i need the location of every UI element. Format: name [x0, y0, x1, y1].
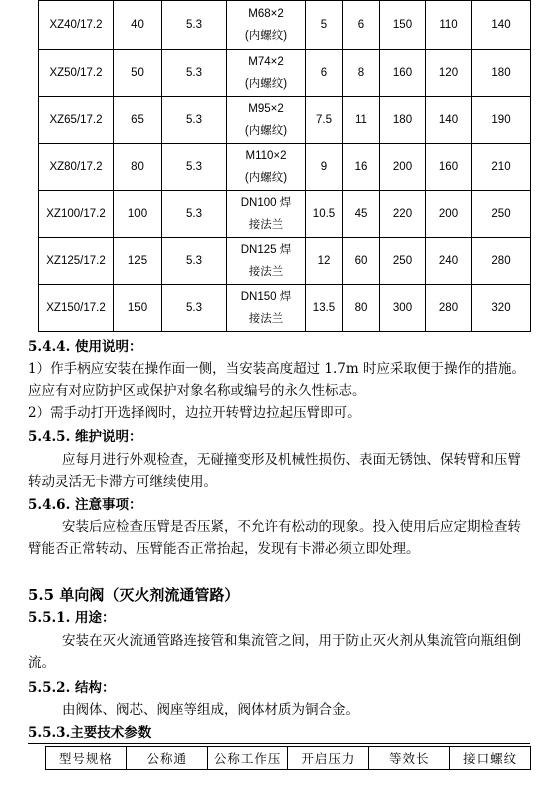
spec-cell-model: XZ125/17.2 [39, 238, 114, 285]
param-header-model: 型号规格 [46, 747, 127, 770]
section-5-4-4-item-1: 1）作手柄应安装在操作面一侧，当安装高度超过 1.7m 时应采取便于操作的措施。应应有对应防护区或保护对象名称或编号的永久性标志。 [28, 361, 525, 399]
spec-cell-connection-line-2: 接法兰 [248, 313, 284, 325]
spec-cell-connection-line-2: (内螺纹) [244, 30, 288, 42]
spec-cell-col-8: 280 [426, 285, 472, 332]
spec-cell-nominal-diameter: 40 [114, 1, 162, 50]
spec-cell-connection-line-1: DN150 焊 [240, 291, 292, 303]
param-header-thread: 接口螺纹 [450, 747, 531, 770]
spec-cell-nominal-diameter: 65 [114, 97, 162, 144]
spec-cell-col-6: 60 [343, 238, 380, 285]
spec-cell-connection [227, 144, 306, 191]
spec-cell-connection-line-1: M74×2 [248, 56, 284, 68]
spec-cell-model: XZ80/17.2 [39, 144, 114, 191]
spec-cell-connection [227, 285, 306, 332]
spec-cell-pressure: 5.3 [162, 50, 227, 97]
spec-cell-col-6: 11 [343, 97, 380, 144]
spec-cell-col-5: 9 [306, 144, 343, 191]
param-table-header-row [46, 747, 531, 770]
spec-cell-col-6: 16 [343, 144, 380, 191]
spec-cell-col-7: 220 [380, 191, 426, 238]
spec-cell-col-5: 13.5 [306, 285, 343, 332]
section-5-4-5-body: 应每月进行外观检查，无碰撞变形及机械性损伤、表面无锈蚀、保转臂和压臂转动灵活无卡滞方可继续使用。 [28, 452, 521, 490]
spec-cell-col-8: 110 [426, 1, 472, 50]
spec-cell-col-8: 120 [426, 50, 472, 97]
spec-cell-col-7: 300 [380, 285, 426, 332]
param-header-working-pressure: 公称工作压 [207, 747, 288, 770]
spec-cell-connection-line-1: DN100 焊 [240, 197, 292, 209]
spec-cell-model: XZ40/17.2 [39, 1, 114, 50]
param-header-equivalent-length: 等效长 [369, 747, 450, 770]
spec-cell-pressure: 5.3 [162, 285, 227, 332]
spec-cell-col-7: 250 [380, 238, 426, 285]
spec-cell-nominal-diameter: 50 [114, 50, 162, 97]
spec-cell-col-5: 5 [306, 1, 343, 50]
spec-cell-col-9: 140 [472, 1, 531, 50]
spec-cell-pressure: 5.3 [162, 191, 227, 238]
spec-cell-col-7: 150 [380, 1, 426, 50]
spec-cell-col-7: 180 [380, 97, 426, 144]
spec-cell-col-9: 320 [472, 285, 531, 332]
spec-cell-col-8: 140 [426, 97, 472, 144]
spec-cell-col-8: 160 [426, 144, 472, 191]
spec-cell-nominal-diameter: 80 [114, 144, 162, 191]
section-5-5-heading: 5.5 单向阀（灭火剂流通管路） [28, 586, 240, 604]
spec-cell-col-9: 250 [472, 191, 531, 238]
spec-cell-col-6: 45 [343, 191, 380, 238]
spec-cell-col-6: 8 [343, 50, 380, 97]
spec-cell-pressure: 5.3 [162, 1, 227, 50]
spec-cell-col-9: 180 [472, 50, 531, 97]
spec-table-row [39, 97, 531, 144]
spec-cell-connection-line-2: 接法兰 [248, 219, 284, 231]
spec-cell-col-6: 6 [343, 1, 380, 50]
section-5-5-1-body: 安装在灭火流通管路连接管和集流管之间，用于防止灭火剂从集流管向瓶组倒流。 [28, 633, 521, 671]
spec-cell-connection [227, 1, 306, 50]
param-table [45, 746, 531, 770]
spec-cell-connection-line-1: M68×2 [248, 8, 284, 20]
spec-cell-nominal-diameter: 125 [114, 238, 162, 285]
spec-cell-col-5: 7.5 [306, 97, 343, 144]
spec-cell-model: XZ150/17.2 [39, 285, 114, 332]
spec-table [38, 0, 531, 332]
section-5-5-1-heading: 5.5.1. 用途： [28, 610, 116, 626]
spec-cell-connection [227, 191, 306, 238]
spec-table-row [39, 1, 531, 50]
spec-cell-connection-line-2: (内螺纹) [244, 172, 288, 184]
section-divider [28, 743, 530, 744]
section-5-4-6-body: 安装后应检查压臂是否压紧，不允许有松动的现象。投入使用后应定期检查转臂能否正常转动、压臂能否正常抬起，发现有卡滞必须立即处理。 [28, 519, 521, 557]
spec-cell-pressure: 5.3 [162, 97, 227, 144]
spec-cell-connection [227, 97, 306, 144]
spec-cell-connection-line-2: (内螺纹) [244, 125, 288, 137]
section-5-4-4-item-2: 2）需手动打开选择阀时，边拉开转臂边拉起压臂即可。 [28, 405, 361, 421]
spec-cell-pressure: 5.3 [162, 144, 227, 191]
param-header-nominal-diameter: 公称通 [126, 747, 207, 770]
spec-table-row [39, 191, 531, 238]
section-5-4-6-heading: 5.4.6. 注意事项： [28, 497, 143, 513]
section-5-5-3-heading: 5.5.3.主要技术参数 [28, 725, 152, 741]
spec-table-row [39, 144, 531, 191]
spec-cell-col-9: 190 [472, 97, 531, 144]
spec-cell-col-6: 80 [343, 285, 380, 332]
section-5-5-2-heading: 5.5.2. 结构： [28, 680, 116, 696]
spec-cell-connection [227, 238, 306, 285]
spec-cell-connection-line-2: (内螺纹) [244, 78, 288, 90]
spec-cell-nominal-diameter: 100 [114, 191, 162, 238]
spec-cell-col-7: 200 [380, 144, 426, 191]
spec-cell-model: XZ100/17.2 [39, 191, 114, 238]
spec-cell-col-5: 12 [306, 238, 343, 285]
spec-cell-col-7: 160 [380, 50, 426, 97]
param-header-opening-pressure: 开启压力 [288, 747, 369, 770]
spec-cell-col-8: 240 [426, 238, 472, 285]
spec-cell-connection [227, 50, 306, 97]
spec-cell-connection-line-1: M95×2 [248, 103, 284, 115]
spec-cell-nominal-diameter: 150 [114, 285, 162, 332]
section-5-4-4-heading: 5.4.4. 使用说明： [28, 339, 143, 355]
spec-table-row [39, 50, 531, 97]
spec-cell-col-9: 210 [472, 144, 531, 191]
spec-cell-pressure: 5.3 [162, 238, 227, 285]
spec-cell-connection-line-1: M110×2 [245, 150, 287, 162]
section-5-5-2-body: 由阀体、阀芯、阀座等组成，阀体材质为铜合金。 [62, 702, 359, 718]
section-5-4-5-heading: 5.4.5. 维护说明： [28, 429, 143, 445]
spec-cell-col-9: 280 [472, 238, 531, 285]
spec-table-row [39, 238, 531, 285]
spec-table-row [39, 285, 531, 332]
spec-cell-connection-line-1: DN125 焊 [240, 244, 292, 256]
spec-cell-col-5: 6 [306, 50, 343, 97]
spec-cell-model: XZ50/17.2 [39, 50, 114, 97]
spec-cell-connection-line-2: 接法兰 [248, 266, 284, 278]
spec-cell-model: XZ65/17.2 [39, 97, 114, 144]
spec-cell-col-8: 200 [426, 191, 472, 238]
spec-cell-col-5: 10.5 [306, 191, 343, 238]
